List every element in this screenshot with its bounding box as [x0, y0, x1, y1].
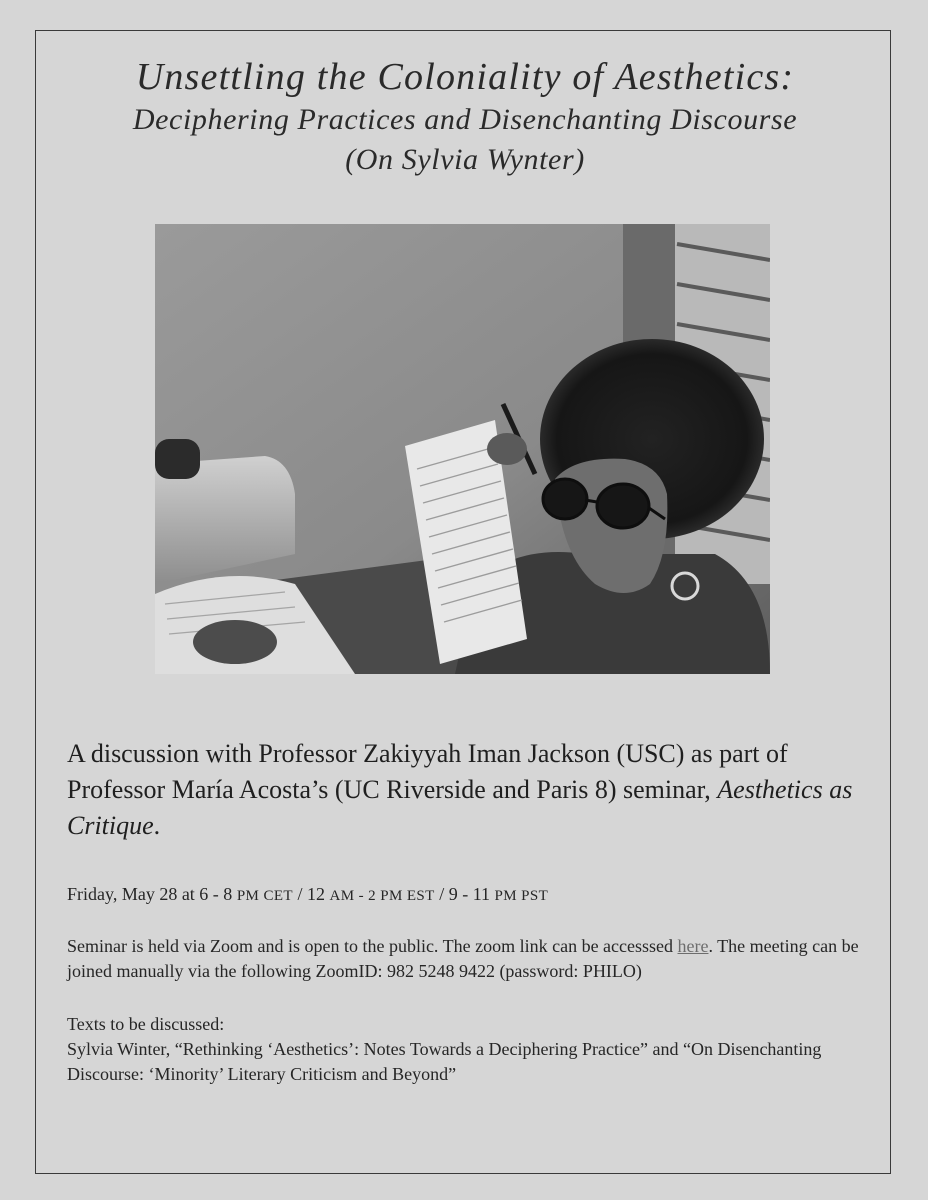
- poster-subject: (On Sylvia Wynter): [345, 143, 585, 176]
- zoom-info: [67, 934, 887, 984]
- portrait-illustration: [155, 224, 770, 674]
- discussion-description: [67, 736, 887, 844]
- zoom-info-text-end: . The meeting can be joined manually via the following ZoomID: 982 5248 9422 (password: PHILO): [67, 936, 859, 981]
- poster-subtitle: Deciphering Practices and Disenchanting Discourse: [132, 103, 798, 136]
- zoom-link[interactable]: here: [677, 936, 709, 956]
- discussion-text: A discussion with Professor Zakiyyah Iman Jackson (USC) as part of Professor María Acosta’s (UC Riverside and Paris 8) seminar,: [67, 739, 788, 804]
- schedule-sep-2: / 9 - 11: [434, 884, 495, 904]
- texts-section: [67, 1012, 887, 1087]
- schedule-cet: PM CET: [236, 888, 293, 904]
- portrait-photo: [155, 224, 770, 674]
- schedule-sep-1: / 12: [292, 884, 330, 904]
- seminar-title: Aesthetics as Critique: [67, 775, 853, 840]
- zoom-info-text: Seminar is held via Zoom and is open to the public. The zoom link can be accesssed: [67, 936, 678, 956]
- schedule-est: AM - 2 PM EST: [329, 888, 435, 904]
- schedule-pst: PM PST: [494, 888, 549, 904]
- schedule-day: Friday, May 28 at 6 - 8: [67, 884, 237, 904]
- texts-body: Sylvia Winter, “Rethinking ‘Aesthetics’: Notes Towards a Deciphering Practice” and “On Disenchanting Discourse: ‘Minority’ Literary Criticism and Beyond”: [67, 1039, 822, 1084]
- title-block: [40, 54, 890, 180]
- discussion-text-end: .: [153, 811, 161, 840]
- poster-title: Unsettling the Coloniality of Aesthetics:: [135, 56, 795, 98]
- texts-heading: Texts to be discussed:: [67, 1014, 225, 1034]
- event-schedule: [67, 884, 548, 905]
